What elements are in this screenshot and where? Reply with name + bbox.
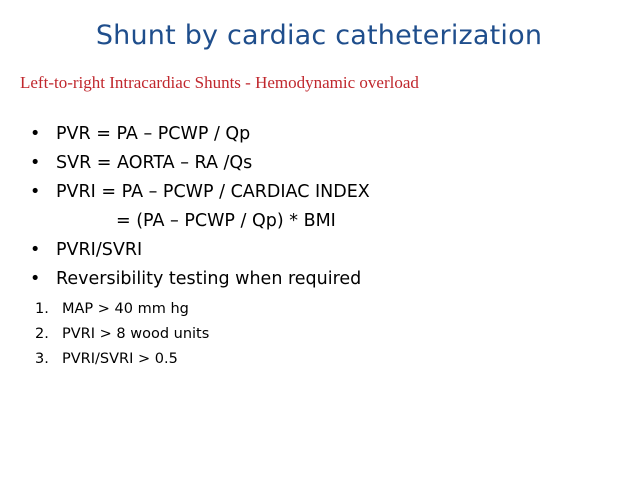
bullet-text: PVR = PA – PCWP / Qp <box>56 124 251 144</box>
numbered-text: PVRI > 8 wood units <box>62 326 210 342</box>
bullet-marker: • <box>30 269 41 289</box>
bullet-marker: • <box>30 182 41 202</box>
bullet-text: SVR = AORTA – RA /Qs <box>56 153 253 173</box>
bullet-text: Reversibility testing when required <box>56 269 362 289</box>
numbered-label: 3. <box>35 351 49 367</box>
bullet-text: PVRI/SVRI <box>56 240 143 260</box>
bullet-marker: • <box>30 124 41 144</box>
continuation-text: = (PA – PCWP / Qp) * BMI <box>116 211 336 231</box>
numbered-label: 1. <box>35 301 49 317</box>
bullet-text: PVRI = PA – PCWP / CARDIAC INDEX <box>56 182 370 202</box>
slide-title: Shunt by cardiac catheterization <box>95 20 543 51</box>
numbered-label: 2. <box>35 326 49 342</box>
slide-subtitle: Left-to-right Intracardiac Shunts - Hemodynamic overload <box>20 73 419 92</box>
bullet-marker: • <box>30 153 41 173</box>
bullet-marker: • <box>30 240 41 260</box>
numbered-text: PVRI/SVRI > 0.5 <box>62 351 178 367</box>
numbered-text: MAP > 40 mm hg <box>62 301 189 317</box>
